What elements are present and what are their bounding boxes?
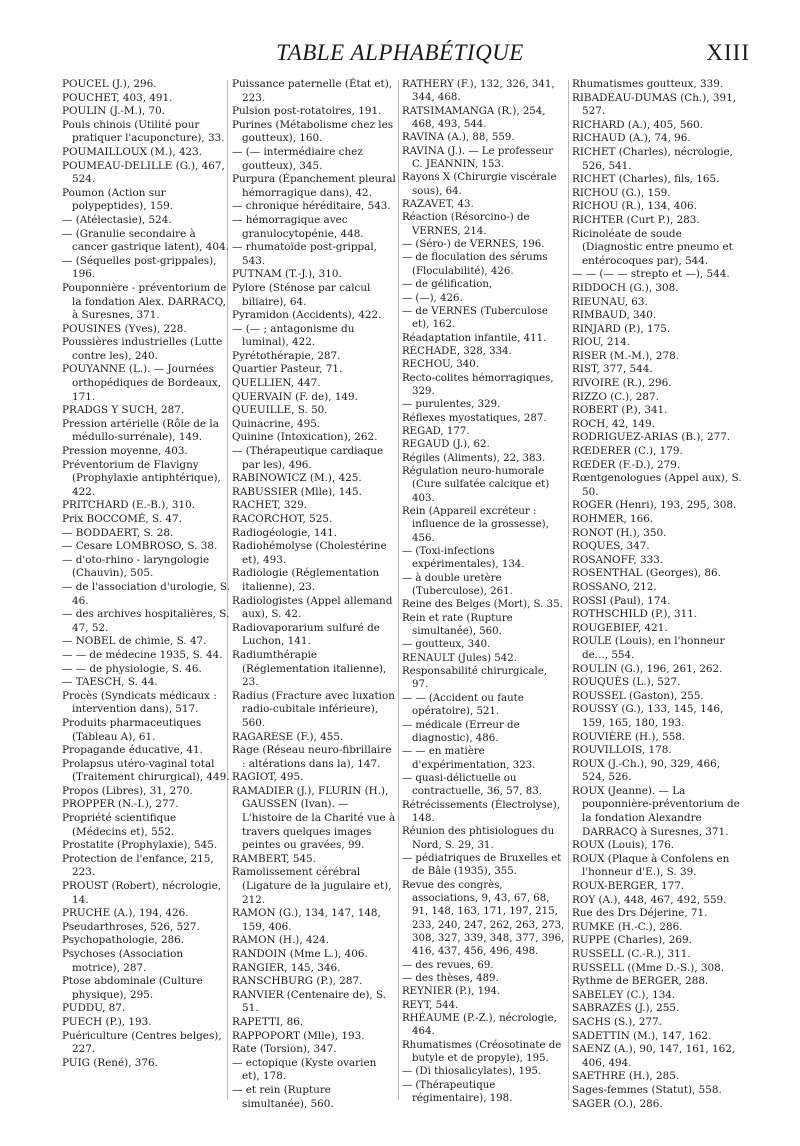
index-entry: POUCEL (J.), 296. [62, 78, 157, 90]
index-entry: — et rein (Rupture simultanée), 560. [232, 1083, 334, 1110]
index-entry: RANVIER (Centenaire de), S. 51. [232, 988, 387, 1015]
index-entry: — de VERNES (Tuberculose et), 162. [402, 305, 548, 331]
index-entry: — BODDAERT, S. 28. [62, 526, 174, 539]
index-entry: Réadaptation infantile, 411. [402, 332, 547, 344]
index-entry: RIEUNAU, 63. [572, 295, 648, 308]
index-entry: — ectopique (Kyste ovarien et), 178. [232, 1056, 377, 1083]
index-entry: SADETTIN (M.), 147, 162. [572, 1029, 712, 1042]
index-entry: SACHS (S.), 277. [572, 1015, 662, 1028]
index-entry: RICHAUD (A.), 74, 96. [572, 132, 691, 145]
index-entry: POUCHET, 403, 491. [62, 91, 173, 104]
page-number: XIII [706, 40, 750, 65]
index-entry: RABINOWICZ (M.), 425. [232, 472, 362, 485]
index-entry: RAPETTI, 86. [232, 1015, 304, 1028]
index-entry: Réaction (Résorcino-) de VERNES, 214. [402, 212, 530, 237]
index-entry: ROSSI (Paul), 174. [572, 594, 671, 607]
index-entry: RUSSELL (C.-R.), 311. [572, 948, 691, 960]
index-entry: Rythme de BERGER, 288. [572, 975, 709, 988]
index-entry: — (Thérapeutique régimentaire), 198. [402, 1079, 513, 1105]
index-entry: RICHET (Charles), nécrologie, 526, 541. [572, 145, 733, 172]
index-entry: PROPPER (N.-I.), 277. [62, 798, 179, 811]
index-entry: ROUX (Plaque à Confolens en l'honneur d'E.), S. 39. [572, 852, 730, 879]
column-divider [398, 80, 399, 1100]
index-entry: ROQUES, 347. [572, 540, 650, 553]
index-column-2 [232, 78, 396, 1111]
index-entry: Quinine (Intoxication), 262. [232, 431, 378, 444]
index-entry: Procès (Syndicats médicaux : intervention dans), 517. [62, 689, 217, 716]
index-entry: RIST, 377, 544. [572, 363, 653, 376]
index-entry: Radiologie (Réglementation italienne), 23. [232, 567, 380, 593]
index-entry: Psychopathologie, 286. [62, 934, 185, 947]
index-entry: — (— intermédiaire chez goutteux), 345. [232, 145, 363, 172]
index-entry: Poussières industrielles (Lutte contre les), 240. [62, 336, 223, 362]
index-entry: Protection de l'enfance, 215, 223. [62, 852, 214, 879]
index-entry: Pression artérielle (Rôle de la médullo-surrénale), 149. [62, 417, 219, 444]
index-entry: RAGARESE (F.), 455. [232, 730, 344, 743]
index-entry: — — (Accident ou faute opératoire), 521. [402, 692, 524, 718]
index-entry: — quasi-délictuelle ou contractuelle, 36, 57, 83. [402, 772, 542, 798]
index-entry: Reine des Belges (Mort), S. 35. [402, 599, 563, 611]
index-entry: ROUVILLOIS, 178. [572, 744, 672, 757]
index-entry: Rhumatismes (Créosotinate de butyle et de propyle), 195. [402, 1039, 562, 1065]
index-entry: RATSIMAMANGA (R.), 254, 468, 493, 544. [402, 105, 546, 131]
index-entry: ROSANOFF, 333. [572, 553, 664, 566]
index-entry: RACHET, 329. [232, 499, 308, 512]
index-entry: RIBADEAU-DUMAS (Ch.), 391, 527. [572, 91, 737, 118]
index-entry: REGAUD (J.), 62. [402, 439, 490, 451]
index-entry: Pouponnière - préventorium de la fondation Alex. DARRACQ, à Suresnes, 371. [62, 281, 227, 322]
index-entry: RANGIER, 145, 346. [232, 961, 341, 974]
index-entry: Rétrécissements (Électrolyse), 148. [402, 799, 560, 824]
index-entry: Puissance paternelle (État et), 223. [232, 78, 393, 104]
index-entry: Sages-femmes (Statut), 558. [572, 1083, 722, 1096]
index-entry: Rœntgenologues (Appel aux), S. 50. [572, 472, 742, 498]
index-entry: RAGIOT, 495. [232, 771, 304, 784]
index-entry: — de gélification, [402, 279, 493, 291]
index-entry: — (Thérapeutique cardiaque par les), 496. [232, 445, 384, 471]
index-entry: Responsabilité chirurgicale, 97. [402, 666, 548, 691]
index-entry: Prolapsus utéro-vaginal total (Traitement chirurgical), 449. [62, 757, 230, 784]
index-entry: Purines (Métabolisme chez les goutteux), 160. [232, 118, 394, 145]
index-entry: PUTNAM (T.-J.), 310. [232, 268, 342, 281]
index-entry: Pseudarthroses, 526, 527. [62, 920, 200, 933]
index-entry: — (Di thiosalicylates), 195. [402, 1066, 542, 1078]
index-entry: ROUSSY (G.), 133, 145, 146, 159, 165, 180, 193. [572, 703, 724, 729]
index-entry: Rayons X (Chirurgie viscérale sous), 64. [402, 172, 557, 197]
index-entry: SAGER (O.), 286. [572, 1097, 663, 1110]
index-entry: ROUGEBIEF, 421. [572, 621, 668, 634]
index-entry: POUMAILLOUX (M.), 423. [62, 145, 203, 158]
index-entry: RAMBERT, 545. [232, 852, 316, 865]
index-entry: REYT, 544. [402, 999, 459, 1011]
index-entry: — chronique héréditaire, 543. [232, 200, 391, 213]
index-entry: Ramolissement cérébral (Ligature de la jugulaire et), 212. [232, 866, 392, 906]
index-entry: PRITCHARD (E.-B.), 310. [62, 499, 196, 512]
index-entry: RANDOIN (Mme L.), 406. [232, 948, 368, 960]
index-entry: Régulation neuro-humorale (Cure sulfatée calcique et) 403. [402, 465, 550, 504]
index-entry: RIVOIRE (R.), 296. [572, 377, 672, 390]
index-entry: PUIG (René), 376. [62, 1056, 158, 1069]
index-entry: — purulentes, 329. [402, 399, 501, 411]
index-entry: ROUX (Jeanne). — La pouponnière-préventorium de la fondation Alexandre DARRACQ à Suresnes, 371. [572, 784, 740, 838]
index-entry: RICHTER (Curt P.), 283. [572, 213, 700, 226]
index-entry: Ricinoléate de soude (Diagnostic entre pneumo et entérocoques par), 544. [572, 227, 733, 267]
index-entry: ROUX (Louis), 176. [572, 839, 675, 852]
index-entry: Radius (Fracture avec luxation radio-cubitale inférieure), 560. [232, 689, 395, 729]
index-entry: Propos (Libres), 31, 270. [62, 784, 193, 797]
index-entry: PUECH (P.), 193. [62, 1015, 152, 1028]
index-entry: ROSSANO, 212. [572, 580, 657, 593]
index-entry: SABELEY (C.), 134. [572, 988, 676, 1001]
index-entry: Quartier Pasteur, 71. [232, 363, 343, 376]
index-entry: Rage (Réseau neuro-fibrillaire : altérations dans la), 147. [232, 744, 392, 770]
index-entry: — (Granulie secondaire à cancer gastrique latent), 404. [62, 227, 229, 254]
index-entry: PROUST (Robert), nécrologie, 14. [62, 880, 222, 906]
index-entry: Rate (Torsion), 347. [232, 1043, 337, 1056]
index-entry: — (Atélectasie), 524. [62, 213, 172, 226]
index-entry: Préventorium de Flavigny (Prophylaxie antiphtérique), 422. [62, 458, 221, 498]
index-entry: RAPPOPORT (Mlle), 193. [232, 1029, 365, 1042]
index-entry: Rein et rate (Rupture simultanée), 560. [402, 612, 513, 638]
index-entry: RUPPE (Charles), 269. [572, 934, 692, 947]
index-entry: — de l'association d'urologie, S. 46. [62, 580, 230, 607]
index-entry: Revue des congrès, associations, 9, 43, 67, 68, 91, 148, 163, 171, 197, 215, 233, 240, 247, 262, 263, 273, 308, 327, 339, 348, 377, 396, 416, 437, 456, 496, 498. [402, 879, 565, 958]
index-entry: RATHERY (F.), 132, 326, 341, 344, 468. [402, 79, 555, 104]
index-entry: RAMON (G.), 134, 147, 148, 159, 406. [232, 907, 381, 933]
index-entry: Rhumatismes goutteux, 339. [572, 78, 724, 90]
index-entry: POUMEAU-DELILLE (G.), 467, 524. [62, 159, 225, 186]
index-entry: Psychoses (Association motrice), 287. [62, 948, 184, 974]
index-entry: RONOT (H.), 350. [572, 526, 667, 539]
index-entry: RISER (M.-M.), 278. [572, 349, 680, 362]
index-entry: — NOBEL de chimie, S. 47. [62, 635, 207, 648]
index-entry: — des archives hospitalières, S. 47, 52. [62, 608, 230, 634]
index-entry: — médicale (Erreur de diagnostic), 486. [402, 719, 520, 744]
index-entry: Réunion des phtisiologues du Nord, S. 29, 31. [402, 826, 555, 851]
index-entry: PRADGS Y SUCH, 287. [62, 404, 185, 417]
index-entry: PUDDU, 87. [62, 1002, 126, 1015]
index-entry: RICHOU (R.), 134, 406. [572, 200, 697, 213]
index-entry: Pouls chinois (Utilité pour pratiquer l'acuponcture), 33. [62, 118, 225, 145]
index-entry: Radiologistes (Appel allemand aux), S. 42. [232, 594, 393, 621]
index-entry: — d'oto-rhino - laryngologie (Chauvin), 505. [62, 553, 210, 580]
index-entry: — pédiatriques de Bruxelles et de Bâle (1935), 355. [402, 852, 562, 878]
index-entry: Pulsion post-rotatoires, 191. [232, 105, 382, 118]
index-column-3 [402, 78, 566, 1105]
index-entry: — des thèses, 489. [402, 973, 499, 985]
index-entry: RAVINA (J.). — Le professeur C. JEANNIN, 153. [402, 145, 554, 171]
index-entry: PRUCHE (A.), 194, 426. [62, 907, 189, 920]
index-entry: Rue des Drs Déjerine, 71. [572, 907, 708, 920]
index-entry: ROSENTHAL (Georges), 86. [572, 567, 721, 580]
index-entry: RIZZO (C.), 287. [572, 390, 659, 403]
index-entry: — rhumatoïde post-grippal, 543. [232, 241, 377, 267]
index-entry: Radiohémolyse (Cholestérine et), 493. [232, 540, 387, 566]
index-entry: POULIN (J.-M.), 70. [62, 105, 166, 118]
index-entry: Propriété scientifique (Médecins et), 552. [62, 812, 177, 838]
index-entry: RINJARD (P.), 175. [572, 322, 671, 335]
index-entry: — TAESCH, S. 44. [62, 676, 158, 689]
index-entry: RAZAVET, 43. [402, 199, 474, 211]
index-entry: RODRIGUEZ-ARIAS (B.), 277. [572, 431, 731, 444]
index-entry: QUERVAIN (F. de), 149. [232, 390, 358, 403]
index-entry: RAMON (H.), 424. [232, 934, 330, 947]
index-entry: Recto-colites hémorragiques, 329. [402, 372, 554, 397]
index-entry: Puériculture (Centres belges), 227. [62, 1029, 222, 1056]
index-entry: REGAD, 177. [402, 425, 470, 437]
index-entry: Produits pharmaceutiques (Tableau A), 61. [62, 716, 202, 743]
index-entry: RANSCHBURG (P.), 287. [232, 975, 363, 988]
index-entry: — (Séquelles post-grippales), 196. [62, 254, 217, 281]
index-entry: Radiogéologie, 141. [232, 526, 337, 539]
index-entry: ROHMER, 166. [572, 513, 654, 525]
index-entry: — (—), 426. [402, 292, 463, 304]
index-entry: RŒDER (F.-D.), 279. [572, 458, 681, 471]
index-entry: QUELLIEN, 447. [232, 377, 321, 390]
index-entry: RICHARD (A.), 405, 560. [572, 118, 703, 131]
index-entry: Régiles (Aliments), 22, 383. [402, 452, 546, 464]
index-entry: Réflexes myostatiques, 287. [402, 412, 547, 424]
index-entry: Pyrétothérapie, 287. [232, 349, 341, 362]
index-entry: — hémorragique avec granulocytopénie, 448. [232, 213, 364, 240]
index-entry: REYNIER (P.), 194. [402, 986, 501, 998]
index-entry: RICHET (Charles), fils, 165. [572, 173, 720, 186]
index-entry: — — (— — strepto et —), 544. [572, 268, 730, 281]
index-entry: SAETHRE (H.), 285. [572, 1070, 680, 1083]
index-entry: ROCH, 42, 149. [572, 417, 655, 430]
index-entry: QUEUILLE, S. 50. [232, 404, 328, 417]
index-entry: ROUSSEL (Gaston), 255. [572, 689, 704, 702]
index-entry: Poumon (Action sur polypeptides), 159. [62, 186, 173, 213]
index-entry: RAVINA (A.), 88, 559. [402, 132, 515, 144]
index-entry: Pylore (Sténose par calcul biliaire), 64. [232, 281, 371, 308]
index-entry: RENAULT (Jules) 542. [402, 652, 517, 664]
index-entry: RIMBAUD, 340. [572, 309, 657, 322]
index-entry: RIOU, 214. [572, 336, 630, 349]
index-entry: Quinacrine, 495. [232, 417, 321, 430]
index-entry: RÉCHADE, 328, 334. [402, 345, 512, 357]
index-column-1 [62, 78, 230, 1070]
index-entry: RACORCHOT, 525. [232, 513, 333, 525]
index-column-4 [572, 78, 742, 1111]
index-entry: Pression moyenne, 403. [62, 445, 188, 458]
index-entry: — — de physiologie, S. 46. [62, 662, 202, 675]
column-divider [568, 80, 569, 1100]
index-entry: ROUX-BERGER, 177. [572, 880, 685, 893]
index-entry: ROTHSCHILD (P.), 311. [572, 608, 698, 621]
index-entry: — à double uretère (Tuberculose), 261. [402, 572, 513, 598]
index-entry: Radiovaporarium sulfuré de Luchon, 141. [232, 621, 380, 648]
index-entry: RŒDERER (C.), 179. [572, 445, 683, 458]
index-entry: ROGER (Henri), 193, 295, 308. [572, 499, 737, 512]
index-entry: Prostatite (Prophylaxie), 545. [62, 839, 218, 852]
index-entry: — Cesare LOMBROSO, S. 38. [62, 540, 218, 553]
index-entry: SAENZ (A.), 90, 147, 161, 162, 406, 494. [572, 1043, 736, 1069]
index-entry: — — en matière d'expérimentation, 323. [402, 746, 536, 771]
index-entry: ROUX (J.-Ch.), 90, 329, 466, 524, 526. [572, 757, 721, 784]
index-entry: — (Séro-) de VERNES, 196. [402, 239, 545, 251]
index-entry: Purpura (Épanchement pleural hémorragique dans), 42. [232, 173, 396, 199]
index-entry: Pyramidon (Accidents), 422. [232, 309, 382, 322]
index-entry: RIDDOCH (G.), 308. [572, 281, 679, 294]
index-entry: RUMKE (H.-C.), 286. [572, 920, 683, 933]
index-entry: RAMADIER (J.), FLURIN (H.), GAUSSEN (Ivan). — L'histoire de la Charité vue à travers quelques images peintes ou gravées, 99. [232, 784, 396, 852]
index-entry: ROBERT (P.), 341. [572, 404, 668, 417]
index-entry: POUYANNE (L.). — Journées orthopédiques de Bordeaux, 171. [62, 363, 222, 403]
index-entry: Propagande éducative, 41. [62, 744, 203, 757]
index-entry: — (Toxi-infections expérimentales), 134. [402, 546, 525, 571]
index-entry: — (— ; antagonisme du luminal), 422. [232, 322, 355, 349]
index-entry: ROULIN (G.), 196, 261, 262. [572, 662, 723, 675]
index-entry: — de floculation des sérums (Floculabilité), 426. [402, 252, 548, 277]
index-entry: SABRAZÈS (J.), 255. [572, 1002, 680, 1015]
index-entry: ROY (A.), 448, 467, 492, 559. [572, 893, 727, 906]
index-entry: ROUVIÈRE (H.), 558. [572, 730, 686, 743]
index-entry: RHÉAUME (P.-Z.), nécrologie, 464. [402, 1013, 557, 1038]
index-entry: — — de médecine 1935, S. 44. [62, 648, 223, 661]
index-entry: Rein (Appareil excréteur : influence de la grossesse), 456. [402, 506, 549, 544]
index-entry: ROULE (Louis), en l'honneur de..., 554. [572, 635, 725, 661]
index-entry: POUSINES (Yves), 228. [62, 322, 187, 335]
page-title: TABLE ALPHABÉTIQUE [276, 40, 524, 65]
index-entry: ROUQUÈS (L.), 527. [572, 676, 681, 689]
index-entry: RUSSELL ((Mme D.-S.), 308. [572, 961, 724, 974]
index-entry: Radiumthérapie (Réglementation italienne), 23. [232, 648, 387, 689]
index-entry: RECHOU, 340. [402, 359, 479, 371]
index-entry: Ptose abdominale (Culture physique), 295. [62, 975, 203, 1001]
index-entry: RICHOU (G.), 159. [572, 186, 671, 199]
index-entry: RABUSSIER (Mlle), 145. [232, 485, 362, 498]
index-entry: — des revues, 69. [402, 959, 494, 971]
index-entry: Prix BOCCOMÉ, S. 47. [62, 513, 182, 525]
index-entry: — goutteux, 340. [402, 639, 491, 651]
